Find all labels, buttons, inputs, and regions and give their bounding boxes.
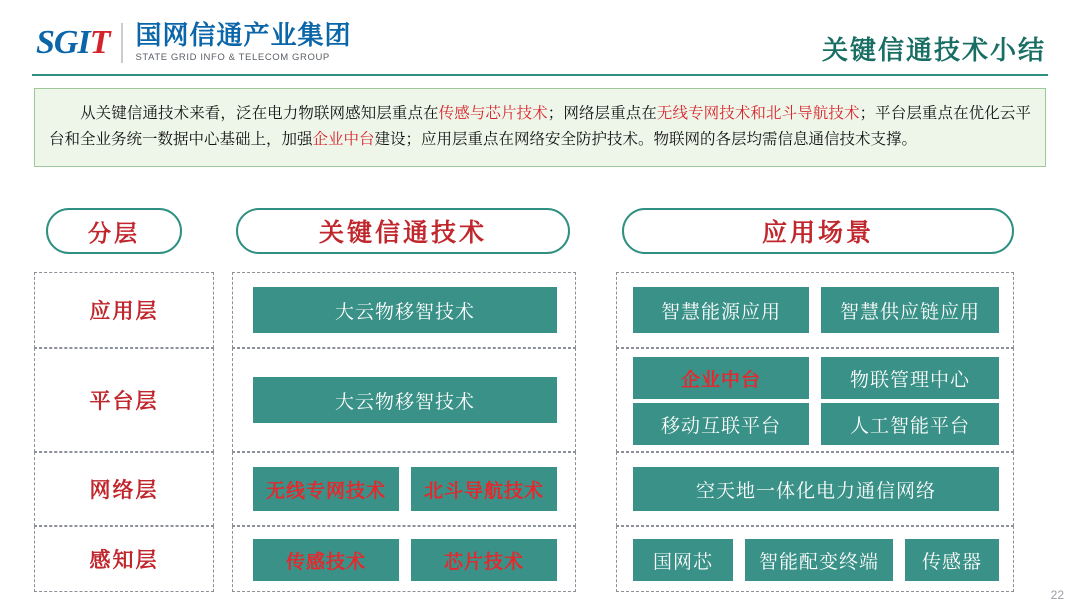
page-number: 22: [1050, 588, 1064, 602]
scene-item-row1-2[interactable]: 智慧供应链应用: [821, 287, 999, 333]
scene-item-row2-3[interactable]: 移动互联平台: [633, 403, 809, 445]
summary-text-3: ；平台层重点在优化云平台和全业务统一数据中心基础上，加强: [49, 105, 1031, 149]
scene-box-row1: [616, 272, 1014, 348]
tech-item-row1-1[interactable]: 大云物移智技术: [253, 287, 557, 333]
scene-item-row4-2[interactable]: 智能配变终端: [745, 539, 893, 581]
logo-divider: [121, 23, 123, 63]
scene-item-row1-1[interactable]: 智慧能源应用: [633, 287, 809, 333]
tech-item-row2-1[interactable]: 大云物移智技术: [253, 377, 557, 423]
layer-cell-row1: [34, 272, 214, 348]
logo-company-name-en: STATE GRID INFO & TELECOM GROUP: [135, 52, 330, 64]
summary-text-4: 建设；应用层重点在网络安全防护技术。物联网的各层均需信息通信技术支撑。: [374, 131, 918, 149]
tech-box-row3: [232, 452, 576, 526]
scene-box-row2: [616, 348, 1014, 452]
column-header-layer: 分层: [46, 208, 182, 254]
company-logo: [36, 22, 352, 63]
summary-highlight-3: 企业中台: [312, 131, 375, 149]
header-divider: [32, 74, 1048, 76]
summary-text-2: ；网络层重点在: [547, 105, 657, 122]
scene-box-row3: [616, 452, 1014, 526]
scene-item-row3-1[interactable]: 空天地一体化电力通信网络: [633, 467, 999, 511]
layer-cell-row3: [34, 452, 214, 526]
tech-item-row4-2[interactable]: 芯片技术: [411, 539, 557, 581]
scene-item-row2-1[interactable]: 企业中台: [633, 357, 809, 399]
summary-box: [34, 88, 1046, 167]
layer-label-row4: 感知层: [89, 549, 159, 572]
scene-item-row2-2[interactable]: 物联管理中心: [821, 357, 999, 399]
page-title: 关键信通技术小结: [821, 35, 1046, 65]
tech-box-row4: [232, 526, 576, 592]
tech-item-row4-1[interactable]: 传感技术: [253, 539, 399, 581]
scene-item-row4-3[interactable]: 传感器: [905, 539, 999, 581]
column-header-scene: 应用场景: [622, 208, 1014, 254]
layer-cell-row4: [34, 526, 214, 592]
layer-label-row3: 网络层: [89, 479, 159, 502]
scene-item-row4-1[interactable]: 国网芯: [633, 539, 733, 581]
scene-box-row4: [616, 526, 1014, 592]
page-header: [0, 0, 1080, 80]
layer-label-row1: 应用层: [89, 300, 159, 323]
column-header-tech: 关键信通技术: [236, 208, 570, 254]
logo-mark-sgit: [36, 23, 110, 61]
tech-item-row3-2[interactable]: 北斗导航技术: [411, 467, 557, 511]
layer-cell-row2: [34, 348, 214, 452]
tech-box-row1: [232, 272, 576, 348]
scene-item-row2-4[interactable]: 人工智能平台: [821, 403, 999, 445]
summary-highlight-1: 传感与芯片技术: [438, 105, 548, 122]
summary-highlight-2: 无线专网技术和北斗导航技术: [656, 105, 860, 122]
tech-item-row3-1[interactable]: 无线专网技术: [253, 467, 399, 511]
summary-text-1: 从关键信通技术来看，泛在电力物联网感知层重点在: [80, 105, 439, 122]
logo-mark-text: SGIT: [36, 23, 110, 61]
layer-label-row2: 平台层: [89, 390, 159, 413]
tech-box-row2: [232, 348, 576, 452]
logo-company-name-cn: 国网信通产业集团: [135, 20, 352, 50]
